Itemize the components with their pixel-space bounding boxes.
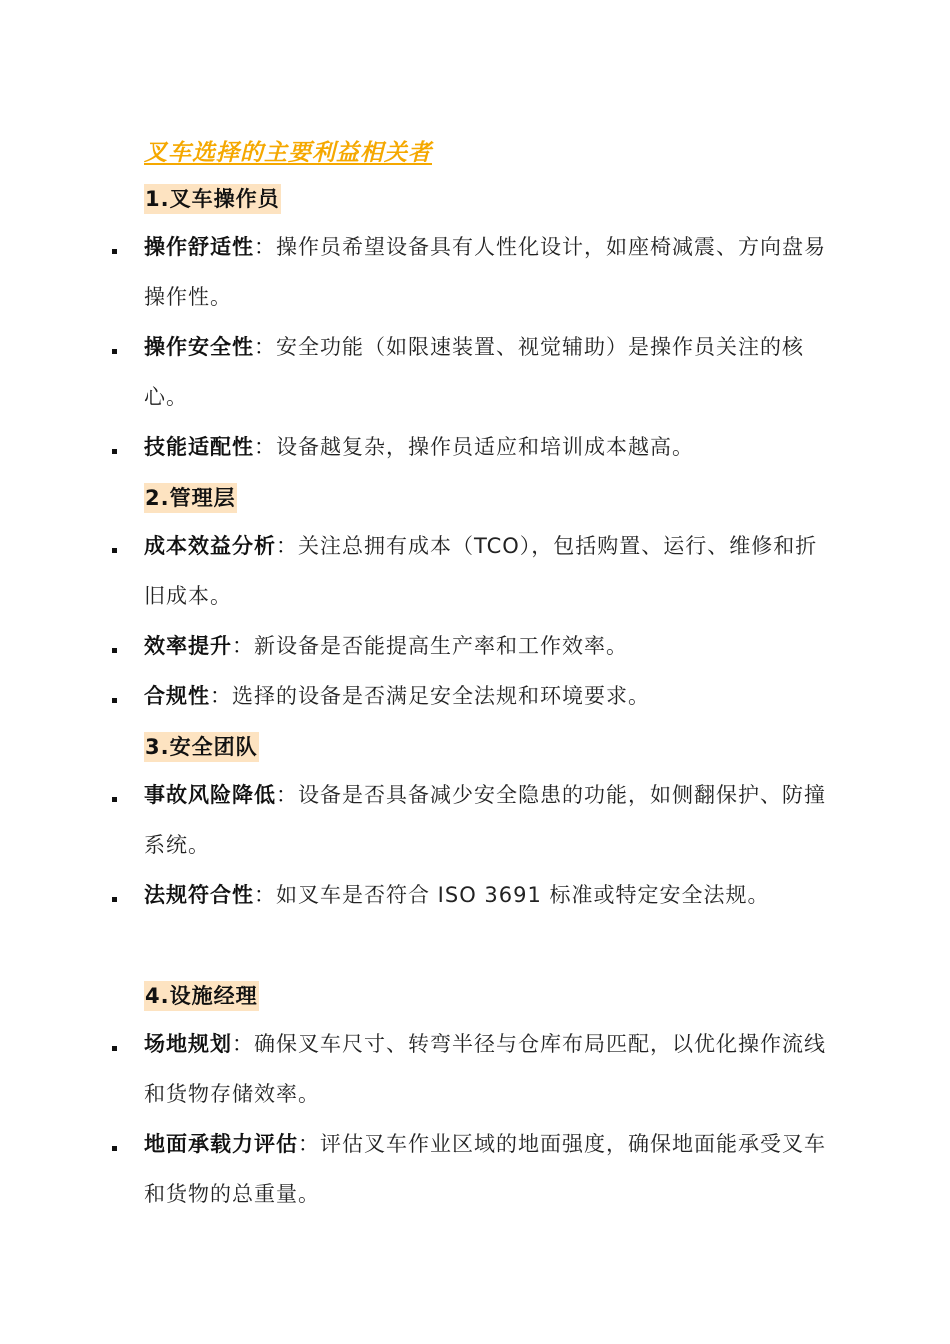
item-term: 操作安全性 [144, 335, 254, 359]
section-heading-facility: 4.设施经理 [144, 981, 259, 1011]
item-description: 安全功能（如限速装置、视觉辅助）是操作员关注的核心。 [144, 335, 804, 409]
item-term: 技能适配性 [144, 435, 254, 459]
item-term: 场地规划 [144, 1032, 232, 1056]
bullet-icon [112, 449, 117, 454]
item-description: 关注总拥有成本（TCO），包括购置、运行、维修和折旧成本。 [144, 534, 818, 608]
bullet-icon [112, 548, 117, 553]
bullet-icon [112, 897, 117, 902]
item-term: 事故风险降低 [144, 783, 276, 807]
document-page: 叉车选择的主要利益相关者 1.叉车操作员 操作舒适性：操作员希望设备具有人性化设计，如座椅减震、方向盘易操作性。 操作安全性：安全功能（如限速装置、视觉辅助）是操作员关注的核心。 技能适配性：设备越复杂，操作员适应和培训成本越高。 2.管理层 成本效益分析：关注总拥有成本（TCO），包括购置、运行、维修和折旧成本。 效率提升：新设备是否能提高生产率和工作效率。 合规性：选择的设备是否满足安全法规和环境要求。 3.安全团队 事故风险降低：设备是否具备减少安全隐患的功能，如侧翻保护、防撞系统。 法规符合性：如叉车是否符合 ISO 3691 标准或特定安全法规。 4.设施经理 场地规划：确保叉车尺寸、转弯半径与仓库布局匹配，以优化操作流线和货物存储效率。 地面承载力评估：评估叉车作业区域的地面强度，确保地面能承受叉车和货物的总重量。 [0, 0, 950, 1344]
bullet-icon [112, 648, 117, 653]
item-term: 操作舒适性 [144, 235, 254, 259]
bullet-icon [112, 349, 117, 354]
item-term: 法规符合性 [144, 883, 254, 907]
section-heading-management: 2.管理层 [144, 483, 237, 513]
section-heading-safety: 3.安全团队 [144, 732, 259, 762]
bullet-icon [112, 1146, 117, 1151]
item-description: 如叉车是否符合 ISO 3691 标准或特定安全法规。 [276, 883, 770, 907]
item-description: 评估叉车作业区域的地面强度，确保地面能承受叉车和货物的总重量。 [144, 1132, 826, 1206]
section-heading-operator: 1.叉车操作员 [144, 184, 281, 214]
item-term: 效率提升 [144, 634, 232, 658]
item-description: 确保叉车尺寸、转弯半径与仓库布局匹配，以优化操作流线和货物存储效率。 [144, 1032, 826, 1106]
item-description: 设备越复杂，操作员适应和培训成本越高。 [276, 435, 694, 459]
item-description: 选择的设备是否满足安全法规和环境要求。 [232, 684, 650, 708]
bullet-icon [112, 1046, 117, 1051]
item-description: 设备是否具备减少安全隐患的功能，如侧翻保护、防撞系统。 [144, 783, 826, 857]
item-term: 地面承载力评估 [144, 1132, 298, 1156]
item-term: 合规性 [144, 684, 210, 708]
item-term: 成本效益分析 [144, 534, 276, 558]
item-description: 操作员希望设备具有人性化设计，如座椅减震、方向盘易操作性。 [144, 235, 826, 309]
bullet-icon [112, 797, 117, 802]
item-description: 新设备是否能提高生产率和工作效率。 [254, 634, 628, 658]
bullet-icon [112, 698, 117, 703]
bullet-icon [112, 249, 117, 254]
document-title: 叉车选择的主要利益相关者 [144, 140, 432, 166]
